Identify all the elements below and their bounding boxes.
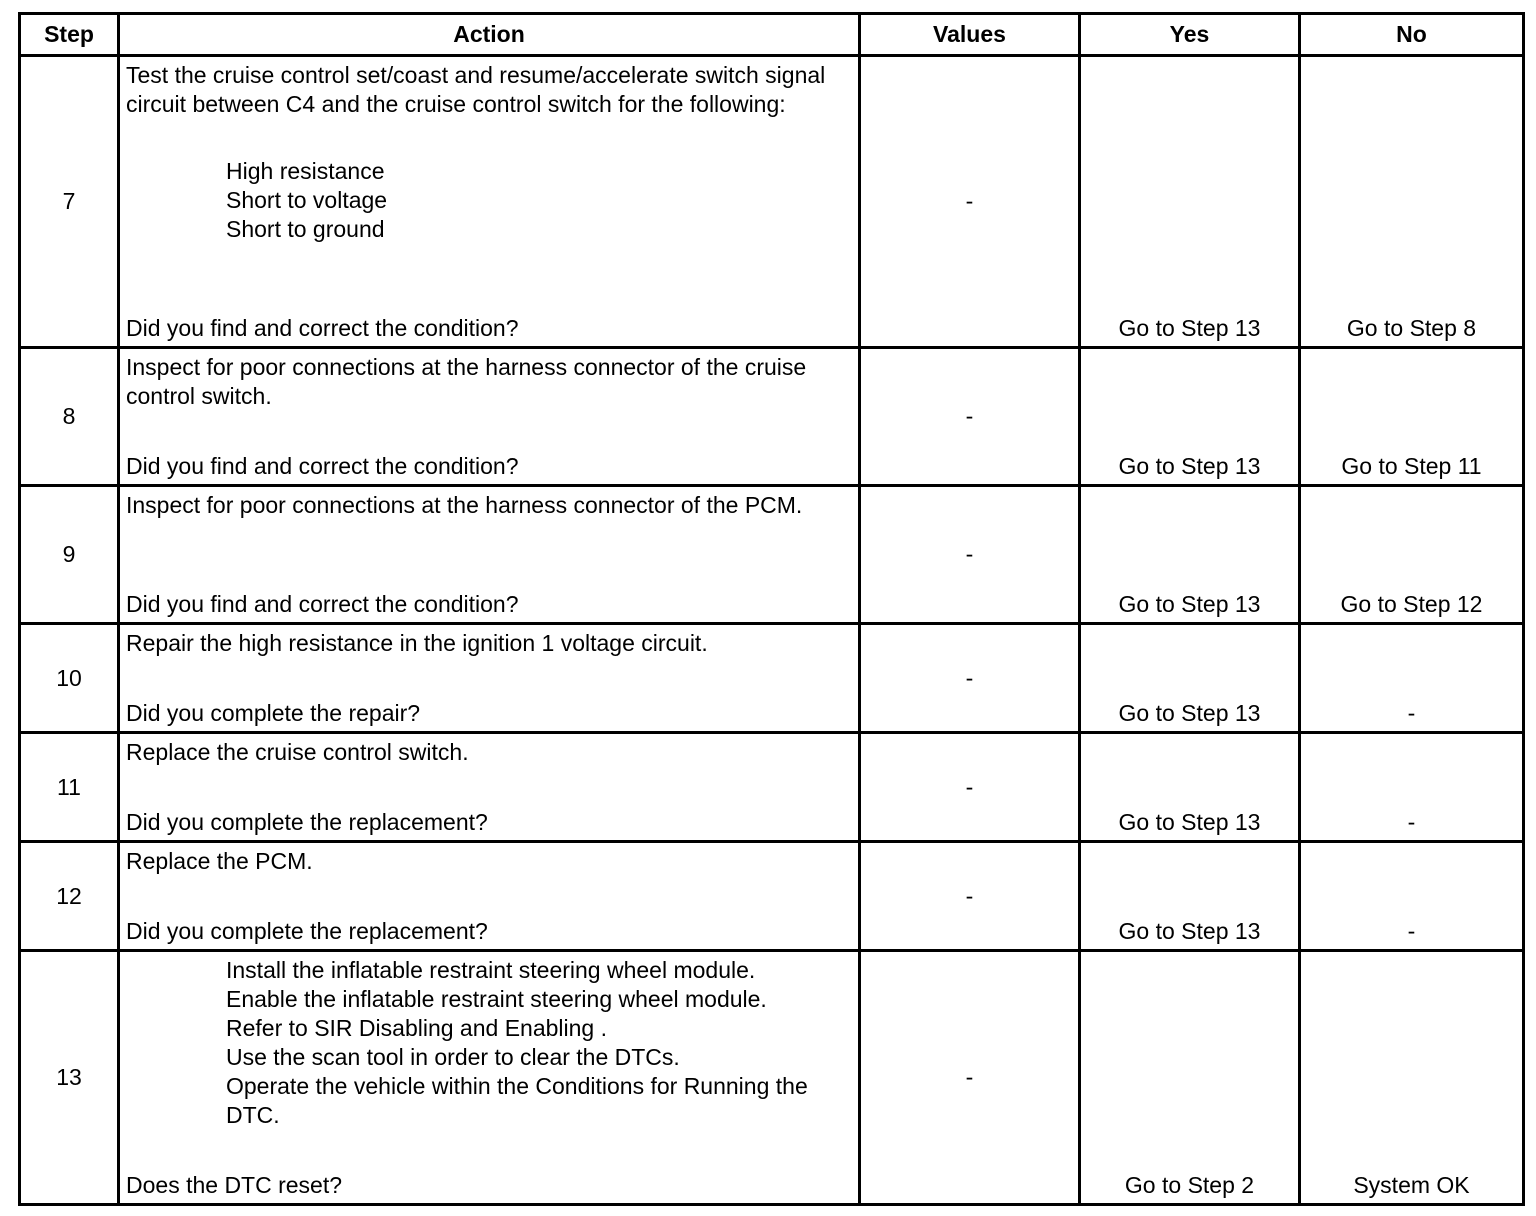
- action-instructions: [126, 738, 852, 767]
- action-bullet-item: High resistance: [226, 158, 385, 184]
- header-yes: Yes: [1080, 14, 1300, 56]
- action-instructions: [126, 61, 852, 244]
- values-cell: -: [860, 56, 1080, 348]
- step-number: 12: [20, 842, 119, 951]
- header-values: Values: [860, 14, 1080, 56]
- action-bullet-item: Short to ground: [226, 216, 385, 242]
- action-cell: [119, 56, 860, 348]
- action-text: Repair the high resistance in the ignition 1 voltage circuit.: [126, 630, 708, 656]
- yes-result: Go to Step 13: [1080, 486, 1300, 624]
- action-bullet-item: Operate the vehicle within the Conditions for Running the DTC.: [226, 1073, 808, 1128]
- action-content: [126, 956, 852, 1200]
- action-bullet-item: Install the inflatable restraint steering wheel module.: [226, 957, 756, 983]
- action-question: Did you complete the replacement?: [126, 918, 488, 944]
- table-row: [20, 348, 1524, 486]
- table-row: [20, 624, 1524, 733]
- values-cell: -: [860, 842, 1080, 951]
- action-bullet-list: [126, 956, 852, 1130]
- action-text: Replace the cruise control switch.: [126, 739, 469, 765]
- values-cell: -: [860, 733, 1080, 842]
- step-number: 9: [20, 486, 119, 624]
- action-text: Inspect for poor connections at the harness connector of the PCM.: [126, 492, 803, 518]
- action-text: Inspect for poor connections at the harness connector of the cruise control switch.: [126, 354, 807, 409]
- action-content: [126, 61, 852, 343]
- yes-result: Go to Step 13: [1080, 348, 1300, 486]
- values-cell: -: [860, 486, 1080, 624]
- action-cell: [119, 486, 860, 624]
- action-text: Replace the PCM.: [126, 848, 313, 874]
- action-bullet-list: [126, 157, 852, 244]
- action-instructions: [126, 956, 852, 1130]
- action-bullet-item: Enable the inflatable restraint steering wheel module.: [226, 986, 767, 1012]
- no-result: Go to Step 8: [1300, 56, 1524, 348]
- values-cell: -: [860, 951, 1080, 1205]
- no-result: Go to Step 12: [1300, 486, 1524, 624]
- action-bullet-item: Short to voltage: [226, 187, 388, 213]
- action-instructions: [126, 353, 852, 411]
- header-action: Action: [119, 14, 860, 56]
- values-cell: -: [860, 624, 1080, 733]
- action-question: Did you find and correct the condition?: [126, 591, 519, 617]
- action-question: Does the DTC reset?: [126, 1172, 343, 1198]
- header-no: No: [1300, 14, 1524, 56]
- action-question: Did you complete the replacement?: [126, 809, 488, 835]
- action-question: Did you complete the repair?: [126, 700, 421, 726]
- yes-result: Go to Step 13: [1080, 624, 1300, 733]
- table-row: [20, 842, 1524, 951]
- table-row: [20, 733, 1524, 842]
- yes-result: Go to Step 13: [1080, 842, 1300, 951]
- action-instructions: [126, 629, 852, 658]
- action-bullet-item: Use the scan tool in order to clear the DTCs.: [226, 1044, 680, 1070]
- action-cell: [119, 951, 860, 1205]
- step-number: 7: [20, 56, 119, 348]
- table-header-row: [20, 14, 1524, 56]
- action-bullet-item: Refer to SIR Disabling and Enabling .: [226, 1015, 607, 1041]
- action-cell: [119, 733, 860, 842]
- step-number: 13: [20, 951, 119, 1205]
- action-question: Did you find and correct the condition?: [126, 453, 519, 479]
- action-instructions: [126, 847, 852, 876]
- action-content: [126, 353, 852, 481]
- no-result: -: [1300, 624, 1524, 733]
- table-row: [20, 951, 1524, 1205]
- table-row: [20, 486, 1524, 624]
- no-result: -: [1300, 733, 1524, 842]
- action-content: [126, 847, 852, 946]
- step-number: 10: [20, 624, 119, 733]
- step-number: 8: [20, 348, 119, 486]
- yes-result: Go to Step 13: [1080, 56, 1300, 348]
- no-result: System OK: [1300, 951, 1524, 1205]
- action-cell: [119, 842, 860, 951]
- diagnostic-table: [18, 12, 1525, 1206]
- action-content: [126, 738, 852, 837]
- table-row: [20, 56, 1524, 348]
- no-result: -: [1300, 842, 1524, 951]
- header-step: Step: [20, 14, 119, 56]
- action-cell: [119, 348, 860, 486]
- action-cell: [119, 624, 860, 733]
- action-text: Test the cruise control set/coast and resume/accelerate switch signal circuit between C4 and the cruise control switch for the following:: [126, 62, 826, 117]
- no-result: Go to Step 11: [1300, 348, 1524, 486]
- action-content: [126, 491, 852, 619]
- yes-result: Go to Step 13: [1080, 733, 1300, 842]
- step-number: 11: [20, 733, 119, 842]
- values-cell: -: [860, 348, 1080, 486]
- action-instructions: [126, 491, 852, 520]
- action-question: Did you find and correct the condition?: [126, 315, 519, 341]
- action-content: [126, 629, 852, 728]
- yes-result: Go to Step 2: [1080, 951, 1300, 1205]
